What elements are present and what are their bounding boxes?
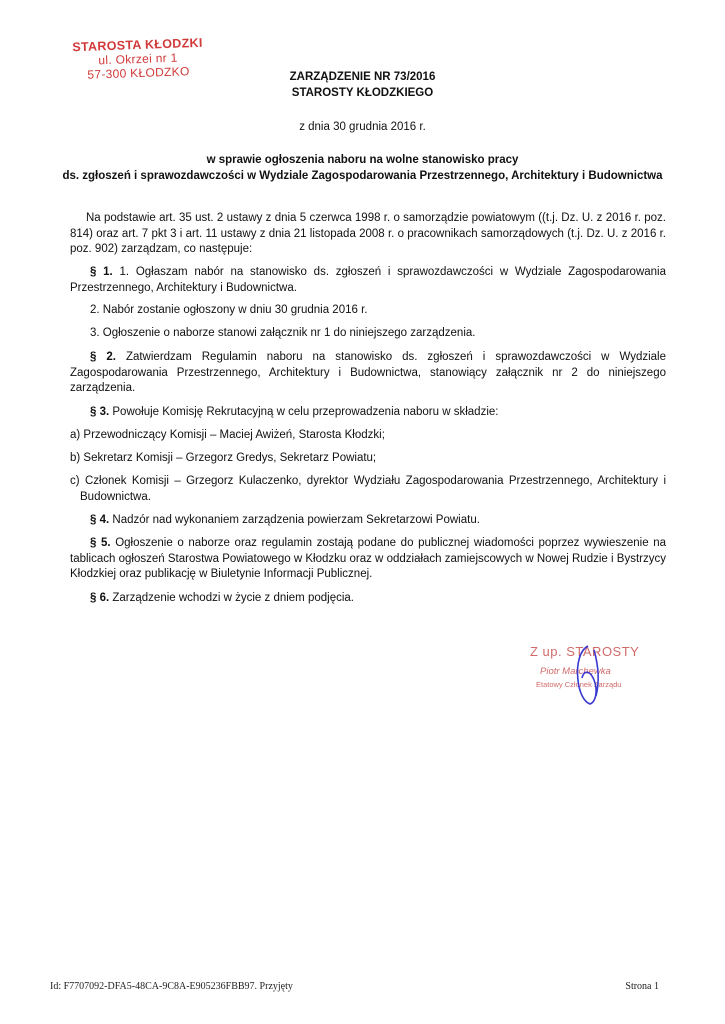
section-3: [70, 405, 666, 421]
section-3-label: § 3.: [90, 406, 110, 418]
document-id: Id: F7707092-DFA5-48CA-9C8A-E905236FBB97. Przyjęty: [50, 981, 293, 992]
section-1: [70, 265, 666, 296]
section-2-label: § 2.: [90, 351, 116, 363]
stamp-line-3: 57-300 KŁODZKO: [87, 64, 190, 82]
committee-secretary: b) Sekretarz Komisji – Grzegorz Gredys, Sekretarz Powiatu;: [70, 452, 377, 464]
section-2-text: Zatwierdzam Regulamin naboru na stanowisko ds. zgłoszeń i sprawozdawczości w Wydziale Zagospodarowania Przestrzennego, Architektury i Budownictwa, stanowiący załącznik nr 2 do niniejszego zarządzenia.: [70, 351, 666, 394]
section-1-point-2: 2. Nabór zostanie ogłoszony w dniu 30 grudnia 2016 r.: [90, 304, 368, 316]
document-title: ZARZĄDZENIE NR 73/2016: [289, 71, 436, 83]
page-number: Strona 1: [625, 981, 659, 992]
handwritten-signature-icon: [550, 640, 620, 710]
subject-line-1: w sprawie ogłoszenia naboru na wolne stanowisko pracy: [206, 154, 519, 166]
section-5: [70, 536, 666, 583]
section-4: [70, 513, 666, 529]
section-4-label: § 4.: [90, 514, 110, 526]
intro-paragraph: Na podstawie art. 35 ust. 2 ustawy z dnia 5 czerwca 1998 r. o samorządzie powiatowym ((t.j. Dz. U. z 2016 r. poz. 814) oraz art. 7 pkt 3 i art. 11 ustawy z dnia 21 listopada 2008 r. o pracownikach samorządowych (t.j. Dz. U. z 2016 r. poz. 902) zarządzam, co następuje:: [70, 212, 666, 255]
signature-name: Piotr Marchewka: [540, 666, 611, 677]
signature-position: Etatowy Członek Zarządu: [536, 680, 622, 689]
section-5-label: § 5.: [90, 537, 111, 549]
stamp-line-1: STAROSTA KŁODZKI: [72, 35, 203, 55]
section-6-label: § 6.: [90, 592, 110, 604]
section-1-text: 1. Ogłaszam nabór na stanowisko ds. zgłoszeń i sprawozdawczości w Wydziale Zagospodarowania Przestrzennego, Architektury i Budownictwa.: [70, 266, 667, 294]
subject-line-2: ds. zgłoszeń i sprawozdawczości w Wydziale Zagospodarowania Przestrzennego, Architektury i Budownictwa: [62, 170, 663, 182]
section-1-label: § 1.: [90, 266, 113, 278]
section-5-text: Ogłoszenie o naborze oraz regulamin zostają podane do publicznej wiadomości poprzez wywieszenie na tablicach ogłoszeń Starostwa Powiatowego w Kłodzku oraz w oddziałach zamiejscowych w Nowej Rudzie i Bystrzycy Kłodzkiej oraz publikację w Biuletynie Informacji Publicznej.: [70, 537, 666, 580]
committee-member: c) Członek Komisji – Grzegorz Kulaczenko, dyrektor Wydziału Zagospodarowania Przestrzennego, Architektury i Budownictwa.: [70, 475, 666, 503]
signature-line-1: Z up. STAROSTY: [530, 644, 640, 659]
document-date: z dnia 30 grudnia 2016 r.: [299, 121, 426, 133]
section-1-point-3: 3. Ogłoszenie o naborze stanowi załącznik nr 1 do niniejszego zarządzenia.: [90, 327, 476, 339]
stamp-line-2: ul. Okrzei nr 1: [98, 50, 178, 68]
section-3-text: Powołuje Komisję Rekrutacyjną w celu przeprowadzenia naboru w składzie:: [109, 406, 499, 418]
section-2: [70, 350, 666, 397]
section-6-text: Zarządzenie wchodzi w życie z dniem podjęcia.: [109, 592, 354, 604]
committee-chair: a) Przewodniczący Komisji – Maciej Awiżeń, Starosta Kłodzki;: [70, 429, 385, 441]
section-4-text: Nadzór nad wykonaniem zarządzenia powierzam Sekretarzowi Powiatu.: [109, 514, 480, 526]
signature-stamp: [520, 640, 660, 710]
document-issuer: STAROSTY KŁODZKIEGO: [291, 87, 434, 99]
section-6: [70, 591, 666, 607]
